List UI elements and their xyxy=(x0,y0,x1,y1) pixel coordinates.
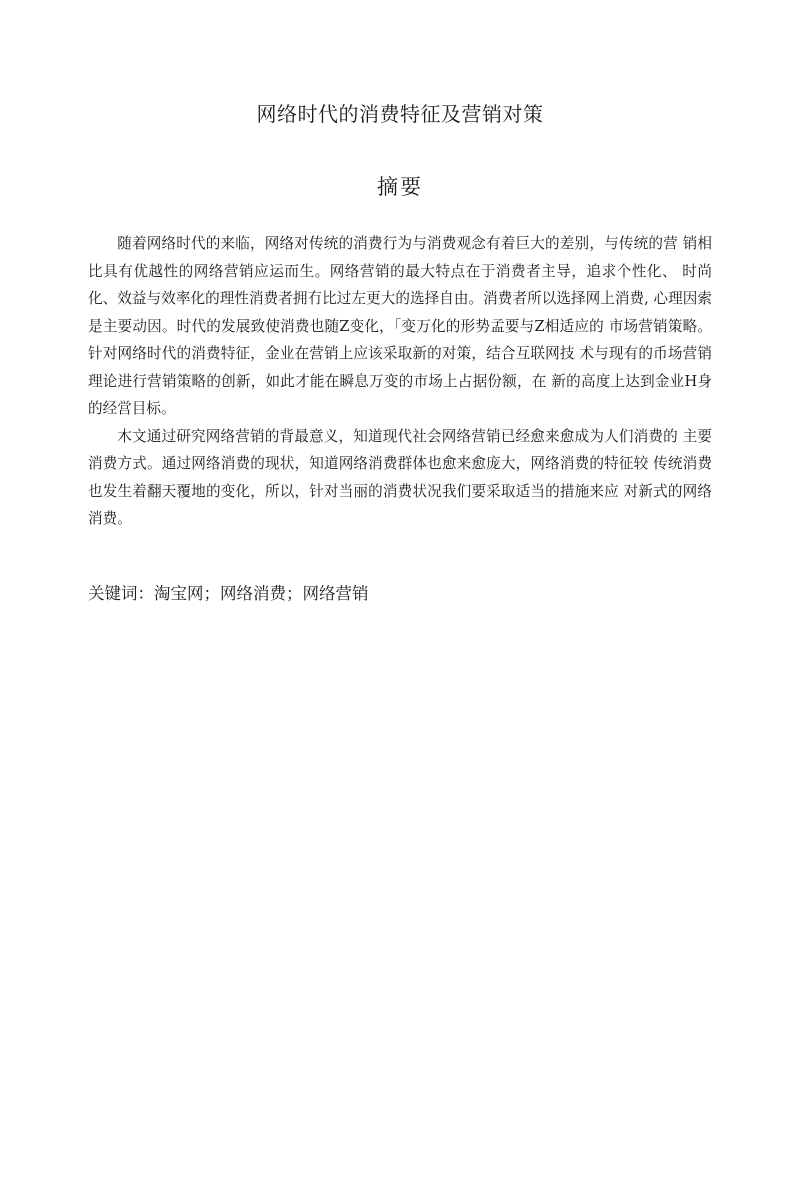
keywords-line: 关键词：淘宝网；网络消费；网络营销 xyxy=(88,584,369,603)
abstract-heading: 摘要 xyxy=(377,175,423,199)
document-title: 网络时代的消费特征及营销对策 xyxy=(256,102,544,126)
abstract-paragraph-2: 木文通过研究网络营销的背最意义，知道现代社会网络营销已经愈来愈成为人们消费的 主要消费方式。通过网络消费的现状，知道网络消费群体也愈来愈庞大，网络消费的特征较 传统消费也发生着翻天覆地的变化，所以，针对当丽的消费状况我们要采取适当的措施来应 对新式的网络消费。 xyxy=(88,427,712,527)
abstract-body xyxy=(88,230,712,533)
abstract-paragraph-1: 随着网络时代的来临，网络对传统的消费行为与消费观念有着巨大的差别，与传统的营 销相比具有优越性的网络营销应运而生。网络营销的最大特点在于消费者主导，追求个性化、 时尚化、效益与效率化的理性消费者拥冇比过左更大的选择自由。消费者所以选择网上消费, 心理因索是主要动因。时代的发展致使消费也随Z变化，「变万化的形势孟要与Z相适应的 市场营销策略。针对网络时代的消费特征，金业在营销上应该采取新的对策，结合互联网技 术与现有的币场营销理论进行营销策略的创新，如此才能在瞬息万变的市场上占据份额，在 新的高度上达到金业H身的经営目标。 xyxy=(88,235,712,417)
